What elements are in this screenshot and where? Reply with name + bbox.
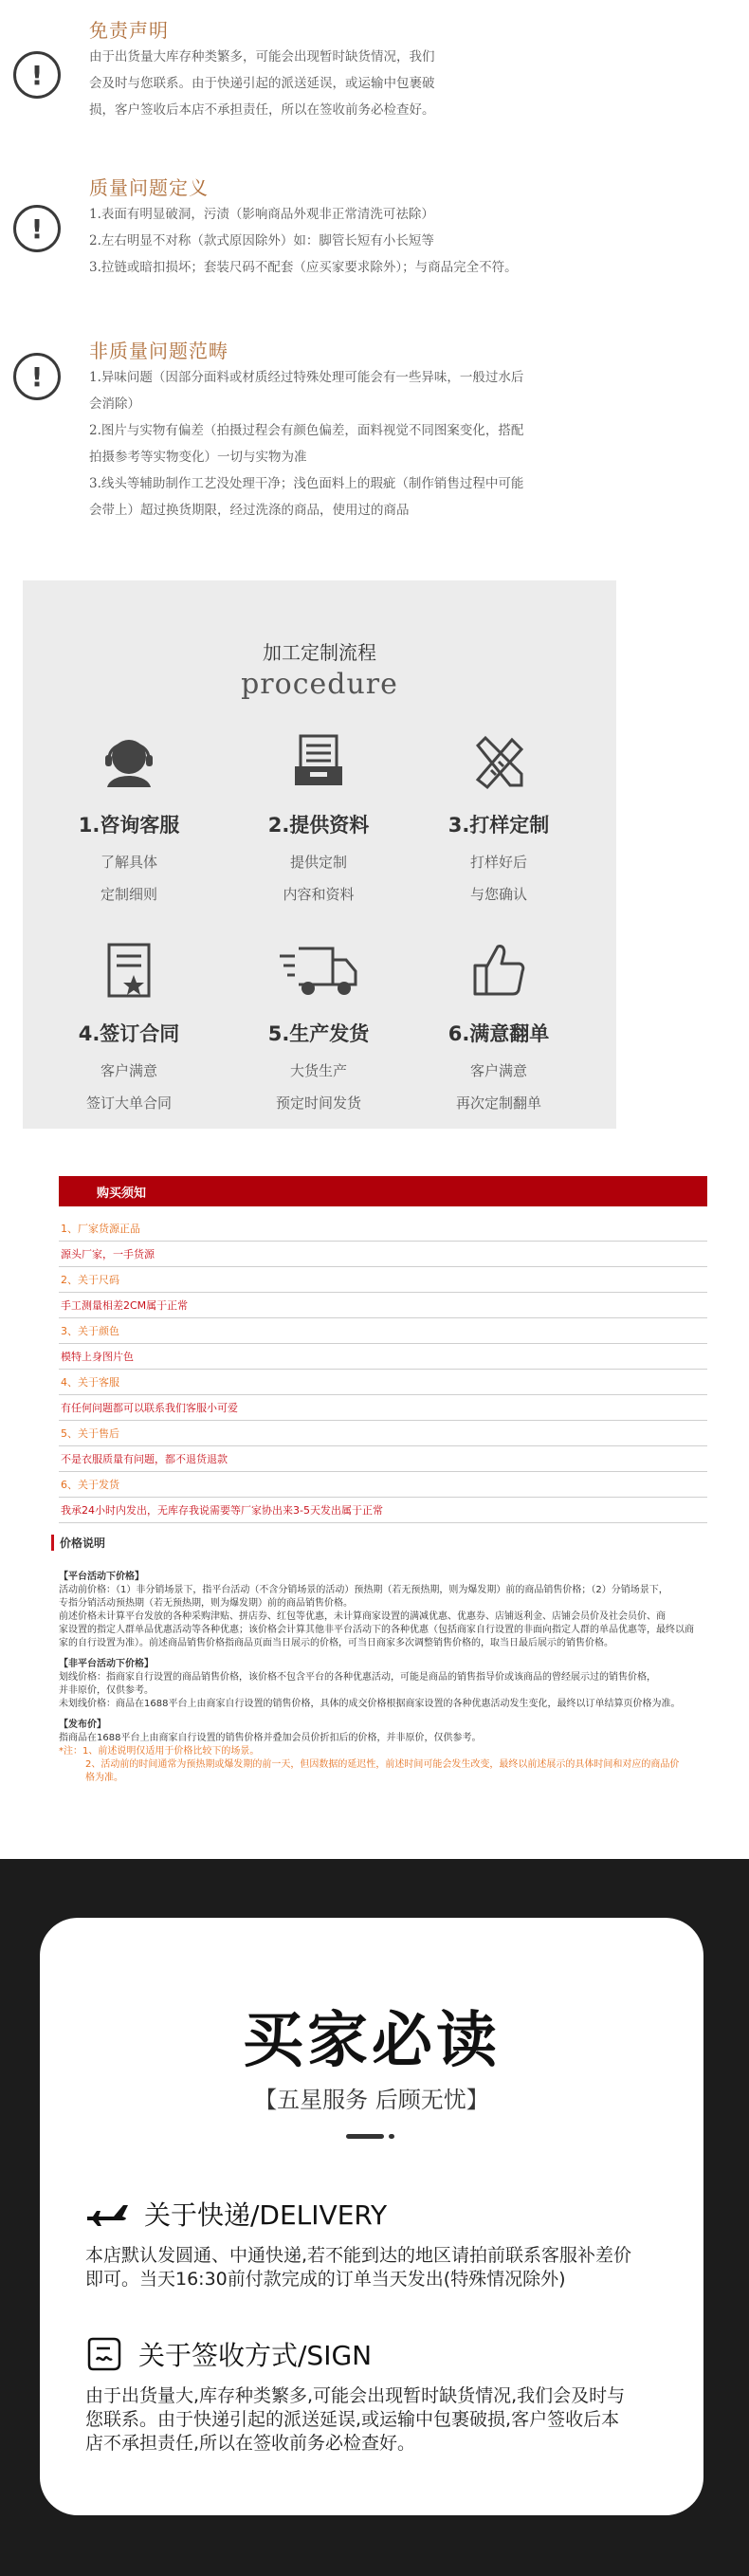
sign-line: 您联系。由于快递引起的派送延误,或运输中包裹破损,客户签收后本 xyxy=(85,2409,620,2430)
airplane-icon xyxy=(85,2199,129,2228)
price-paragraph: 划线价格：指商家自行设置的商品销售价格，该价格不包含平台的各种优惠活动，可能是商品的销售指导价或该商品的曾经展示过的销售价格， xyxy=(59,1672,656,1683)
procedure-step-1 xyxy=(44,732,214,911)
procedure-step-2 xyxy=(233,732,404,911)
sign-line: 店不承担责任,所以在签收前务必检查好。 xyxy=(85,2433,416,2454)
delivery-truck-icon xyxy=(276,941,361,1000)
purchase-row: 模特上身图片色 xyxy=(59,1344,707,1370)
contract-icon xyxy=(101,941,156,1000)
notice-line: 由于出货量大库存种类繁多，可能会出现暂时缺货情况，我们 xyxy=(89,49,435,64)
price-paragraph: 前述价格未计算平台发放的各种采购津贴、拼店券、红包等优惠，未计算商家设置的满减优惠、优惠券、店铺返利金、店铺会员价及社会员价、商 xyxy=(59,1611,666,1622)
purchase-row: 3、关于颜色 xyxy=(59,1318,707,1344)
price-paragraph: 并非原价，仅供参考。 xyxy=(59,1685,154,1696)
price-paragraph: 【发布价】 xyxy=(59,1720,106,1730)
price-paragraph: 专指分销活动预热期（若无预热期，则为爆发期）前的商品销售价格。 xyxy=(59,1598,353,1609)
price-paragraph: 【平台活动下价格】 xyxy=(59,1572,144,1582)
purchase-row: 6、关于发货 xyxy=(59,1472,707,1498)
notice-title: 免责声明 xyxy=(89,19,169,42)
step-desc: 了解具体 xyxy=(100,854,157,871)
sign-info xyxy=(85,2335,664,2456)
sign-document-icon xyxy=(85,2335,123,2373)
sign-heading: 关于签收方式/SIGN xyxy=(138,2340,373,2371)
notice-line: 拍摄参考等实物变化）一切与实物为准 xyxy=(89,450,307,465)
price-paragraph: *注：1、前述说明仅适用于价格比较下的场景。 xyxy=(59,1746,260,1757)
step-title: 3.打样定制 xyxy=(448,814,550,837)
purchase-notes-section xyxy=(0,1129,749,1859)
step-desc: 客户满意 xyxy=(469,1062,527,1079)
purchase-header: 购买须知 xyxy=(97,1187,147,1201)
step-title: 5.生产发货 xyxy=(267,1022,370,1045)
procedure-step-5 xyxy=(233,941,404,1119)
step-desc: 内容和资料 xyxy=(283,886,355,903)
purchase-row: 1、厂家货源正品 xyxy=(59,1216,707,1242)
delivery-info xyxy=(85,2195,664,2291)
alert-icon: ! xyxy=(13,51,61,99)
ruler-pencil-icon xyxy=(470,732,527,791)
purchase-row: 源头厂家，一手货源 xyxy=(59,1242,707,1267)
document-box-icon xyxy=(291,732,346,791)
step-desc: 客户满意 xyxy=(100,1062,157,1079)
notice-lines xyxy=(89,364,620,524)
divider xyxy=(346,2134,384,2139)
purchase-row: 2、关于尺码 xyxy=(59,1267,707,1293)
step-title: 4.签订合同 xyxy=(78,1022,180,1045)
procedure-step-6 xyxy=(413,941,584,1119)
price-paragraph: 活动前价格：（1）非分销场景下，指平台活动（不含分销场景的活动）预热期（若无预热期，则为爆发期）前的商品销售价格；（2）分销场景下， xyxy=(59,1585,668,1595)
notice-line: 3.线头等辅助制作工艺没处理干净；浅色面料上的瑕疵（制作销售过程中可能 xyxy=(89,476,524,491)
alert-icon: ! xyxy=(13,205,61,252)
notice-lines xyxy=(89,44,620,123)
step-desc: 大货生产 xyxy=(289,1062,347,1079)
notice-title: 非质量问题范畴 xyxy=(89,340,228,362)
buyer-must-read-section xyxy=(0,1859,749,2576)
notice-lines xyxy=(89,201,620,281)
step-desc: 提供定制 xyxy=(289,854,347,871)
step-title: 1.咨询客服 xyxy=(78,814,180,837)
procedure-title: 加工定制流程 xyxy=(263,641,376,664)
delivery-text xyxy=(85,2244,664,2291)
alert-icon: ! xyxy=(13,353,61,400)
price-paragraph: 家设置的指定人群单品优惠活动等各种优惠；该价格会计算其他非平台活动下的各种优惠（包括商家自行设置的非面向指定人群的单品优惠等，最终以商 xyxy=(59,1625,694,1635)
buyer-card xyxy=(40,1918,703,2515)
price-paragraph: 格为准。 xyxy=(85,1773,123,1783)
step-desc: 签订大单合同 xyxy=(85,1095,172,1112)
price-paragraph: 2、活动前的时间通常为预热期或爆发期的前一天，但因数据的延迟性，前述时间可能会发生改变，最终以前述展示的具体时间和对应的商品价 xyxy=(85,1759,680,1770)
step-desc: 预定时间发货 xyxy=(275,1095,361,1112)
notice-line: 1.表面有明显破洞，污渍（影响商品外观非正常清洗可祛除） xyxy=(89,207,434,222)
headset-icon xyxy=(101,732,156,791)
procedure-step-3 xyxy=(413,732,584,911)
purchase-row: 4、关于客服 xyxy=(59,1370,707,1395)
notice-line: 1.异味问题（因部分面料或材质经过特殊处理可能会有一些异味，一般过水后 xyxy=(89,370,524,385)
thumbs-up-icon xyxy=(471,941,526,1000)
procedure-panel xyxy=(23,580,616,1129)
price-paragraph: 指商品在1688平台上由商家自行设置的销售价格并叠加会员价折扣后的价格，并非原价，仅供参考。 xyxy=(59,1733,482,1743)
notice-line: 损，客户签收后本店不承担责任，所以在签收前务必检查好。 xyxy=(89,102,435,118)
step-title: 2.提供资料 xyxy=(267,814,370,837)
purchase-row: 有任何问题都可以联系我们客服小可爱 xyxy=(59,1395,707,1421)
purchase-row: 不是衣服质量有问题，都不退货退款 xyxy=(59,1446,707,1472)
notice-line: 2.图片与实物有偏差（拍摄过程会有颜色偏差，面料视觉不同图案变化，搭配 xyxy=(89,423,524,438)
notice-line: 3.拉链或暗扣损坏；套装尺码不配套（应买家要求除外）；与商品完全不符。 xyxy=(89,260,518,275)
sign-text xyxy=(85,2384,664,2456)
purchase-rows xyxy=(59,1216,707,1523)
purchase-row: 手工测量相差2CM属于正常 xyxy=(59,1293,707,1318)
step-desc: 定制细则 xyxy=(100,886,157,903)
procedure-subtitle: procedure xyxy=(241,668,398,701)
delivery-heading: 关于快递/DELIVERY xyxy=(144,2199,388,2231)
notice-line: 2.左右明显不对称（款式原因除外）如：脚管长短有小长短等 xyxy=(89,233,434,248)
notice-line: 会及时与您联系。由于快递引起的派送延误，或运输中包裹破 xyxy=(89,76,435,91)
step-title: 6.满意翻单 xyxy=(448,1022,550,1045)
notice-title: 质量问题定义 xyxy=(89,176,209,199)
purchase-header-bar xyxy=(59,1176,707,1206)
divider-dot xyxy=(389,2134,394,2139)
notice-line: 会带上）超过换货期限，经过洗涤的商品，使用过的商品 xyxy=(89,503,410,518)
notice-line: 会消除） xyxy=(89,396,140,412)
price-paragraph: 【非平台活动下价格】 xyxy=(59,1659,154,1669)
delivery-line: 即可。当天16:30前付款完成的订单当天发出(特殊情况除外) xyxy=(85,2269,566,2290)
price-heading: 价格说明 xyxy=(51,1535,105,1551)
delivery-line: 本店默认发圆通、中通快递,若不能到达的地区请拍前联系客服补差价 xyxy=(85,2245,632,2266)
buyer-title: 买家必读 xyxy=(243,2006,501,2076)
buyer-subtitle: 【五星服务 后顾无忧】 xyxy=(254,2087,489,2113)
sign-line: 由于出货量大,库存种类繁多,可能会出现暂时缺货情况,我们会及时与 xyxy=(85,2385,626,2406)
price-explanation xyxy=(59,1563,713,1785)
price-paragraph: 未划线价格：商品在1688平台上由商家自行设置的销售价格，具体的成交价格根据商家设置的各种优惠活动发生变化，最终以订单结算页价格为准。 xyxy=(59,1699,681,1709)
procedure-step-4 xyxy=(44,941,214,1119)
purchase-row: 我承24小时内发出，无库存我说需要等厂家协出来3-5天发出属于正常 xyxy=(59,1498,707,1523)
step-desc: 与您确认 xyxy=(469,886,527,903)
notices-section xyxy=(0,0,749,1112)
step-desc: 打样好后 xyxy=(469,854,527,871)
purchase-row: 5、关于售后 xyxy=(59,1421,707,1446)
step-desc: 再次定制翻单 xyxy=(455,1095,541,1112)
price-paragraph: 家的自行设置为准）。前述商品销售价格指商品页面当日展示的价格，可当日商家多次调整销售价格的，取当日最后展示的销售价格。 xyxy=(59,1638,613,1648)
